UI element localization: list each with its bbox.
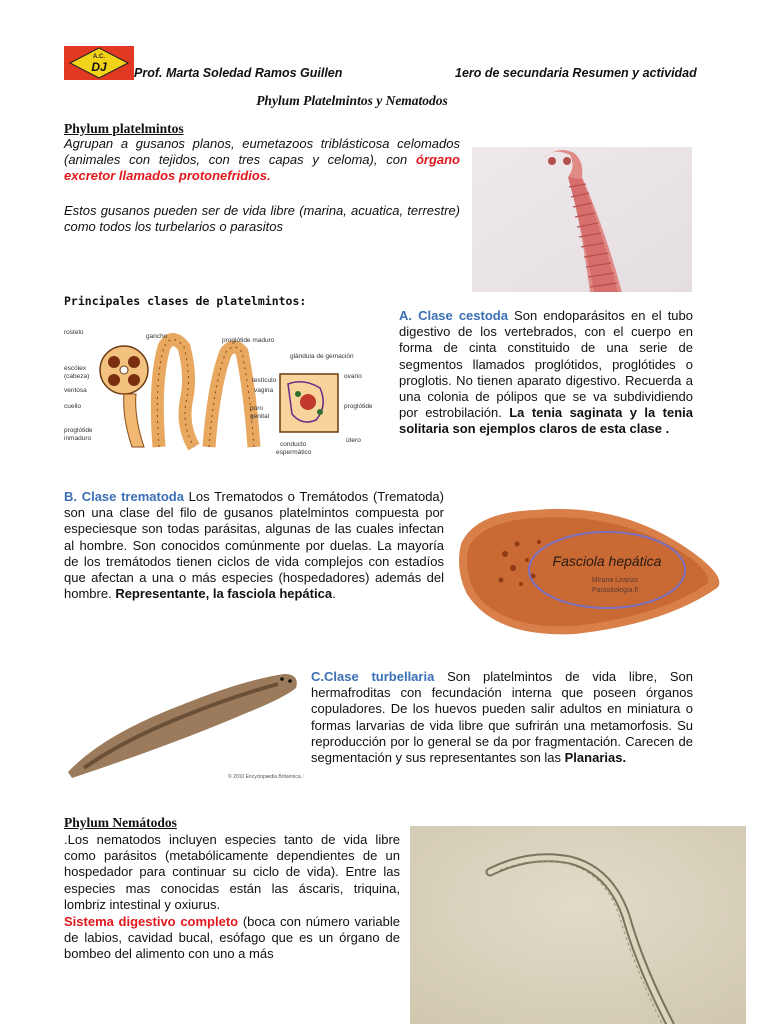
label-ovario: ovario xyxy=(344,373,362,380)
platelmintos-text: Agrupan a gusanos planos, eumetazoos triblásticosa celomados (animales con tejidos, con tres capas y celoma), con xyxy=(64,136,460,168)
platelmintos-paragraph-1 xyxy=(64,136,460,185)
label-glandula: glándula de gemación xyxy=(290,353,354,360)
label-cabeza: (cabeza) xyxy=(64,373,90,380)
platelmintos-paragraph-2: Estos gusanos pueden ser de vida libre (marina, acuatica, terrestre) como todos los turbelarios o parasitos xyxy=(64,203,460,235)
document-title: Phylum Platelmintos y Nematodos xyxy=(256,93,448,108)
trematoda-end: . xyxy=(332,586,336,602)
nematodos-heading: Phylum Nemátodos xyxy=(64,815,177,830)
label-testiculo: testículo xyxy=(252,377,277,384)
label-escolex: escólex xyxy=(64,365,87,372)
grade-label: 1ero de secundaria Resumen y actividad xyxy=(455,66,697,80)
fasciola-caption: Fasciola hepática xyxy=(552,553,662,569)
logo-text: DJ xyxy=(91,60,107,74)
fasciola-credit-2: Parasitologia.fi xyxy=(592,587,638,594)
label-conducto-2: espermático xyxy=(276,449,312,456)
nematodos-text: (boca con número variable de labios, cavidad bucal, esófago que es un órgano de bombeo del alimento con uno a más xyxy=(64,914,401,962)
planaria-copyright: © 2010 Encyclopædia Britannica, Inc. xyxy=(228,774,304,780)
label-vagina: vagina xyxy=(254,387,274,394)
turbellaria-paragraph xyxy=(311,669,693,766)
school-logo xyxy=(64,46,134,80)
nematode-photo xyxy=(410,826,746,1024)
fasciola-photo xyxy=(455,484,727,644)
tapeworm-anatomy-diagram xyxy=(64,322,388,462)
label-gancho: gancho xyxy=(146,333,168,340)
label-proglotide-inmaduro-2: inmaduro xyxy=(64,435,92,442)
label-proglotide: proglótide xyxy=(344,403,373,410)
label-poro-1: poro xyxy=(250,405,264,412)
nematodos-paragraph-2 xyxy=(64,914,400,963)
planaria-photo xyxy=(64,664,304,784)
label-cuello: cuello xyxy=(64,403,81,410)
nematodos-paragraph-1: .Los nematodos incluyen especies tanto de vida libre como parásitos (metabólicamente dependientes de un hospedador para continuar su ciclo de vida). Entre las especies mas conocidas están las áscaris, triquina, lombriz intestinal y oxiurus. xyxy=(64,832,400,912)
teacher-name: Prof. Marta Soledad Ramos Guillen xyxy=(134,66,343,80)
logo-small-text: A.C. xyxy=(93,54,105,60)
clases-heading: Principales clases de platelmintos: xyxy=(64,294,307,308)
cestoda-examples: La tenia saginata y la tenia solitaria son ejemplos claros de esta clase . xyxy=(399,405,693,437)
turbellaria-planarias: Planarias. xyxy=(564,750,627,766)
trematoda-label: B. Clase trematoda xyxy=(64,489,184,504)
turbellaria-label: C.Clase turbellaria xyxy=(311,669,435,684)
digestive-system-highlight: Sistema digestivo completo xyxy=(64,914,239,929)
fasciola-credit-1: Mirana Liranzo xyxy=(591,577,639,584)
cestoda-text: Son endoparásitos en el tubo digestivo de los vertebrados, con el cuerpo en forma de cinta constituido de una serie de segmentos llamados proglótidos, proglótides o proglotis. No tienen aparato digestivo. Recuerda a una colonia de pólipos que se va subdividiendo por estrobilación. xyxy=(399,308,693,421)
label-poro-2: genital xyxy=(250,413,270,420)
platelmintos-heading: Phylum platelmintos xyxy=(64,121,184,136)
cestoda-paragraph xyxy=(399,308,693,438)
trematoda-paragraph xyxy=(64,489,444,602)
trematoda-text: Los Trematodos o Tremátodos (Trematoda) son una clase del filo de gusanos platelmintos compuesta por especiesque son todas parásitas, algunas de las cuales infectan al hombre. Son conocidos comúnmente por duelas. La mayoría de los tremátodos tienen ciclos de vida complejos con estadíos que afectan a una o más especies (hospedadores) además del hombre. xyxy=(64,489,444,602)
trematoda-representative: Representante, la fasciola hepática xyxy=(115,586,333,602)
turbellaria-text: Son platelmintos de vida libre, Son hermafroditas con fecundación interna que poseen órganos copuladores. De los huevos pueden salir adultos en miniatura o formas larvarias de vida libre que sufrirán una metamorfosis. Su reproducción por lo general se da por fragmentación. Carecen de segmentación y sus representantes son las xyxy=(311,669,693,766)
protonefridios-highlight: órgano excretor llamados protonefridios. xyxy=(64,152,460,184)
label-utero: útero xyxy=(346,437,361,444)
label-rostelo: rostelo xyxy=(64,329,84,336)
cestoda-label: A. Clase cestoda xyxy=(399,308,508,323)
label-ventosa: ventosa xyxy=(64,387,87,394)
tapeworm-photo xyxy=(472,147,692,292)
label-proglotide-inmaduro-1: proglótide xyxy=(64,427,93,434)
label-conducto-1: conducto xyxy=(280,441,307,448)
label-proglotide-maduro: proglótide maduro xyxy=(222,337,275,344)
